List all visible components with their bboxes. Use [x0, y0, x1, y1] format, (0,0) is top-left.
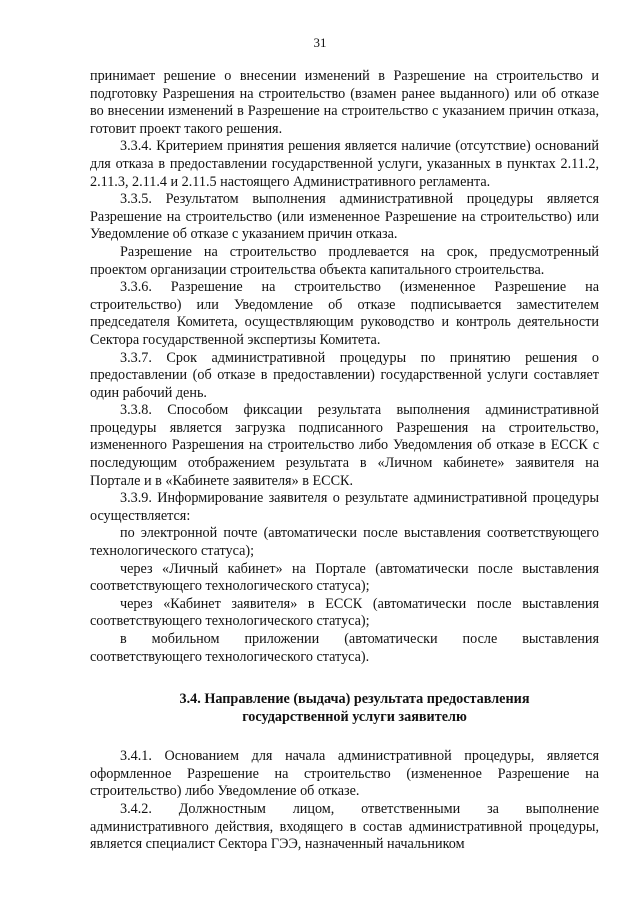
list-item-mobile-app: в мобильном приложении (автоматически после выставления соответствующего технологического статуса).	[90, 631, 599, 665]
list-item-email: по электронной почте (автоматически после выставления соответствующего технологического статуса);	[90, 525, 599, 560]
list-item-essk-cabinet: через «Кабинет заявителя» в ЕССК (автоматически после выставления соответствующего технологического статуса);	[90, 595, 599, 630]
paragraph-3-3-8: 3.3.8. Способом фиксации результата выполнения административной процедуры является загрузка подписанного Разрешения на строительство, измененного Разрешения на строительство либо Уведомления об отказе в ЕССК с последующим отображением результата в «Личном кабинете» заявителя на Портале и в «Кабинете заявителя» в ЕССК.	[90, 402, 599, 489]
paragraph-3-3-9: 3.3.9. Информирование заявителя о результате административной процедуры осуществляется:	[90, 490, 599, 524]
paragraph-3-3-4: 3.3.4. Критерием принятия решения является наличие (отсутствие) оснований для отказа в предоставлении государственной услуги, указанных в пунктах 2.11.2, 2.11.3, 2.11.4 и 2.11.5 настоящего Административного регламента.	[90, 138, 599, 190]
spacer	[90, 726, 599, 748]
paragraph-3-4-2: 3.4.2. Должностным лицом, ответственными за выполнение административного действия, входящего в состав административной процедуры, является специалист Сектора ГЭЭ, назначенный начальником	[90, 800, 599, 853]
paragraph-extension: Разрешение на строительство продлевается на срок, предусмотренный проектом организации строительства объекта капитального строительства.	[90, 243, 599, 278]
paragraph-continuation: принимает решение о внесении изменений в Разрешение на строительство и подготовку Разрешения на строительство (взамен ранее выданного) или об отказе во внесении изменений в Разрешение на строительство с указанием причин отказа, готовит проект такого решения.	[90, 68, 599, 137]
section-heading-line-2: государственной услуги заявителю	[242, 709, 467, 726]
list-item-portal-cabinet: через «Личный кабинет» на Портале (автоматически после выставления соответствующего технологического статуса);	[90, 560, 599, 595]
page-number: 31	[313, 35, 327, 50]
section-heading-line-1: 3.4. Направление (выдача) результата предоставления	[179, 691, 530, 708]
spacer	[90, 666, 599, 690]
paragraph-3-3-6: 3.3.6. Разрешение на строительство (измененное Разрешение на строительство) или Уведомление об отказе подписывается заместителем председателя Комитета, осуществляющим руководство и контроль деятельности Сектора государственной экспертизы Комитета.	[90, 279, 599, 348]
document-body	[90, 68, 599, 854]
paragraph-3-3-7: 3.3.7. Срок административной процедуры по принятию решения о предоставлении (об отказе в предоставлении) государственной услуги составляет один рабочий день.	[90, 349, 599, 401]
paragraph-3-4-1: 3.4.1. Основанием для начала административной процедуры, является оформленное Разрешение на строительство (измененное Разрешение на строительство) либо Уведомление об отказе.	[90, 748, 599, 800]
paragraph-3-3-5: 3.3.5. Результатом выполнения административной процедуры является Разрешение на строительство (или измененное Разрешение на строительство) или Уведомление об отказе с указанием причин отказа.	[90, 191, 599, 243]
